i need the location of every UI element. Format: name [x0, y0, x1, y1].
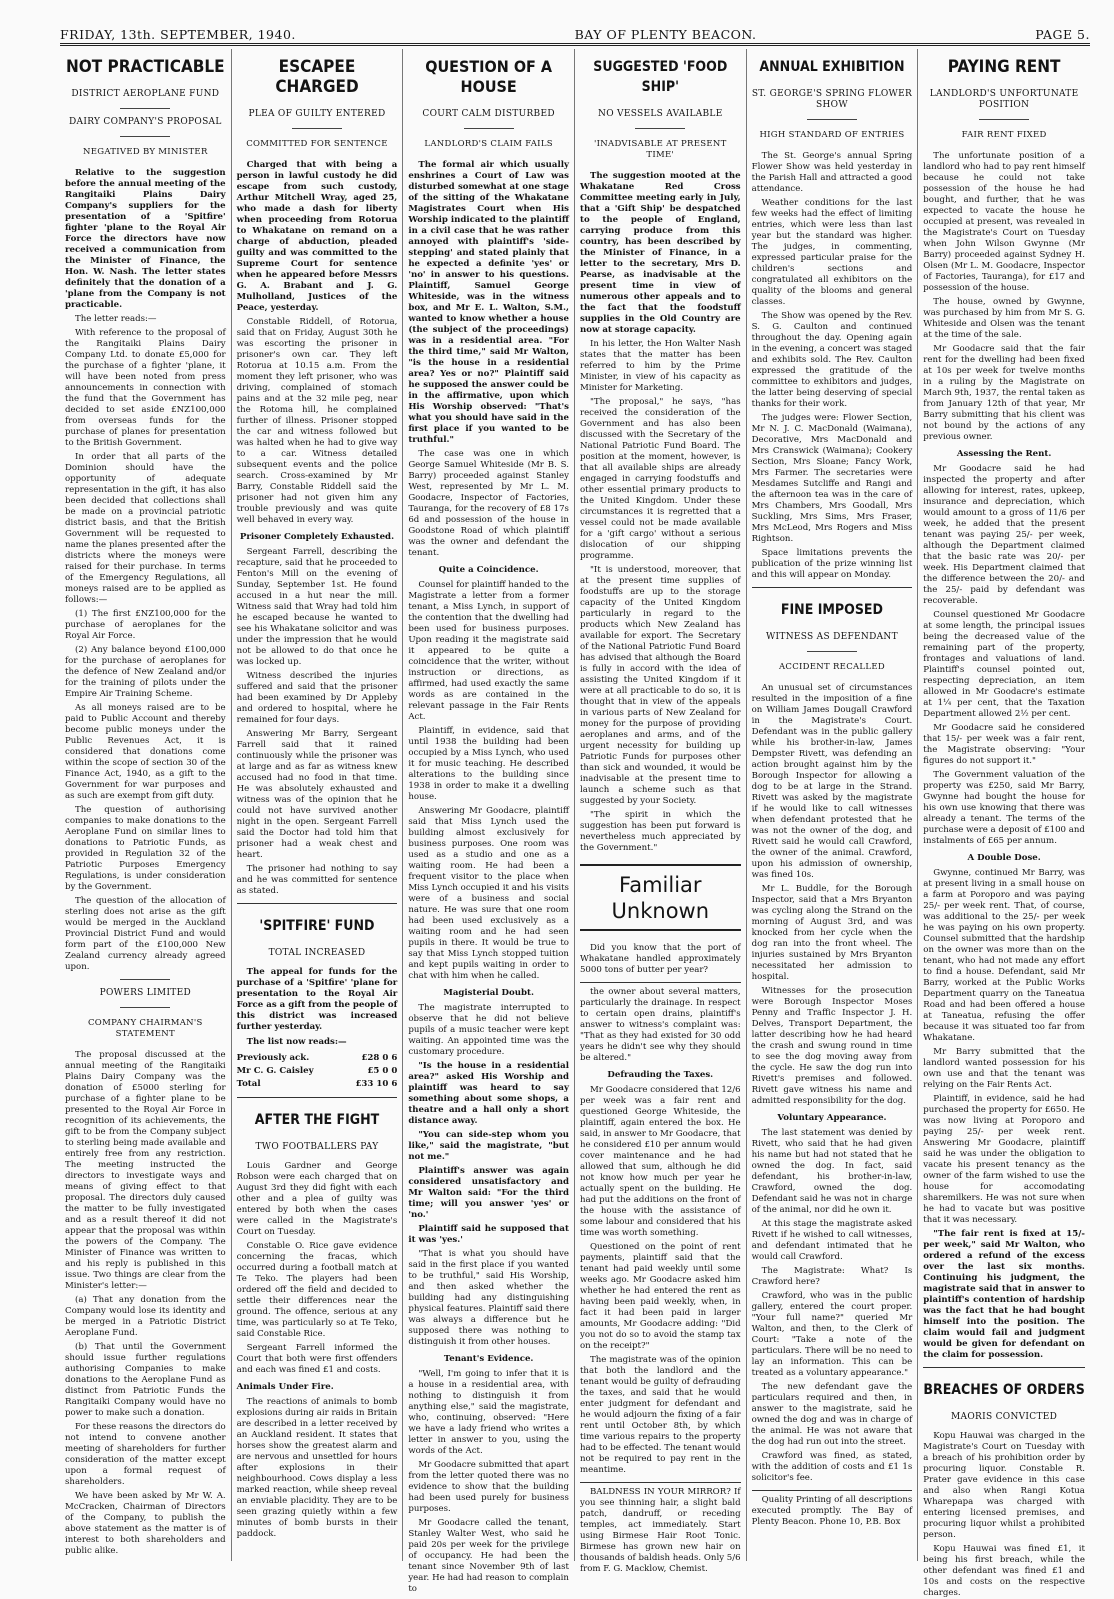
subheading: COMPANY CHAIRMAN'S STATEMENT [88, 1018, 203, 1039]
paragraph: We have been asked by Mr W. A. McCracken, Chairman of Directors of the Company, to publish the above statement as the matter is of interest to both shareholders and public alike. [65, 1491, 226, 1556]
paragraph: (b) That until the Government should issue further regulations authorising Companies to make donations to the Aeroplane Fund as distinct from Patriotic Funds the Rangitaiki Company would have no power to make such a donation. [65, 1342, 226, 1418]
paragraph: Counsel for plaintiff handed to the Magistrate a letter from a former tenant, a Miss Lynch, in support of the contention that the dwelling had been used for business purposes. Upon reading it the magistrate said it appeared to be quite a coincidence that the writer, without instruction or directions, as affirmed, had used exactly the same words as are contained in the relevant passage in the Fair Rents Act. [408, 580, 569, 722]
row-label: Mr C. G. Caisley [236, 1066, 314, 1076]
paragraph: Plaintiff, in evidence, said he had purchased the property for £650. He was now living at Poroporo and paying 25/- per week rent. Answering Mr Goodacre, plaintiff said he was under the obligation to vacate his present tenancy as the owner of the farm wished to use the house for accomodating sharemilkers. He was not sure when he had to vacate but was positive that it was necessary. [923, 1094, 1085, 1225]
paragraph: Kopu Hauwai was fined £1, it being his first breach, while the other defendant was fined £1 and 10s and costs on the respective charges. [923, 1544, 1085, 1598]
subheading: NO VESSELS AVAILABLE [598, 109, 723, 119]
subheading: DISTRICT AEROPLANE FUND [71, 89, 220, 99]
column-2 [232, 49, 404, 1561]
row-label: Total [236, 1079, 261, 1089]
paragraph: Constable Riddell, of Rotorua, said that on Friday, August 30th he was escorting the prisoner in prisoner's own car. They left Rotorua at 10.15 a.m. From the moment they left prisoner, who was driving, complained of stomach pains and at the 32 mile peg, near the Rotoma hill, he complained further of illness. Prisoner stopped the car and witness followed but was halted when he had to give way to a car. Witness detailed subsequent events and the police search. Cross-examined by Mr Barry, Constable Riddell said the prisoner had not given him any trouble previously and was quite well behaved in every way. [236, 317, 398, 525]
column-3 [403, 49, 575, 1594]
row-amount: £28 0 6 [361, 1053, 398, 1063]
paragraph: The proposal discussed at the annual meeting of the Rangitaiki Plains Dairy Company was the donation of £5000 sterling for purchase of a fighter plane to be presented to the Royal Air Force in recognition of its achievements, the gift to be from the Company subject to sterling being made available and entirely free from any restriction. The meeting instructed the directors to investigate ways and means of giving effect to that proposal. The directors duly caused the matter to be fully investigated and as a result thereof it did not appear that the proposal was within the powers of the Company. The Minister of Finance was written to and his reply is published in this issue. Two things are clear from the Minister's letter:— [65, 1050, 226, 1291]
section-heading: Magisterial Doubt. [443, 988, 534, 998]
paragraph: As all moneys raised are to be paid to Public Account and thereby become public moneys under the Public Revenues Act, it is considered that donations come within the scope of section 30 of the Finance Act, 1940, as a gift to the Government for war purposes and as such are exempt from gift duty. [65, 703, 226, 801]
paragraph: The magistrate interrupted to observe that he did not believe pupils of a music teacher were kept waiting. An appointed time was the customary procedure. [408, 1003, 569, 1057]
paragraph: Mr L. Buddle, for the Borough Inspector, said that a Mrs Bryanton was cycling along the Strand on the morning of August 3rd, and was knocked from her cycle when the dog ran into the front wheel. The injuries sustained by Mrs Bryanton necessitated her admission to hospital. [751, 884, 913, 982]
paragraph: The unfortunate position of a landlord who had to pay rent himself because he could not take possession of the house he had bought, and further, that he was expected to vacate the house he occupied at present, was revealed in the Magistrate's Court on Tuesday when John Wilson Gwynne (Mr Barry) proceeded against Sydney H. Olsen (Mr L. M. Goodacre, Inspector of Factories, Tauranga), for £17 and possession of the house. [923, 151, 1085, 293]
paragraph: For these reasons the directors do not intend to convene another meeting of shareholders for further consideration of the matter except upon a formal request of shareholders. [65, 1422, 226, 1487]
divider [464, 128, 514, 129]
divider [807, 651, 857, 652]
divider [120, 1007, 170, 1008]
section-heading: A Double Dose. [967, 853, 1041, 863]
table-row [237, 1052, 398, 1065]
paragraph: The judges were: Flower Section, Mr N. J. C. MacDonald (Waimana), Decorative, Mrs MacDonald and Mrs Cranswick (Waimana); Cookery Section, Mrs Sloane; Fancy Work, Mrs Farmer. The secretaries were Mesdames Sutcliffe and Rangi and the afternoon tea was in the care of Mrs Chambers, Mrs Goodall, Mrs Suckling, Mrs Sims, Mrs Fraser, Mrs McLeod, Mrs Rogers and Miss Rightson. [751, 413, 913, 544]
paragraph: The Magistrate: What? Is Crawford here? [751, 1266, 913, 1287]
masthead [60, 26, 1090, 42]
section-heading: Animals Under Fire. [236, 1382, 334, 1392]
divider [292, 128, 342, 129]
subheading: FAIR RENT FIXED [961, 130, 1047, 140]
paragraph: An unusual set of circumstances resulted in the imposition of a fine on William James Dougall Crawford in the Magistrate's Court. Defendant was in the public gallery while his brother-in-law, James Dempster Rivett, was defending an action brought against him by the Borough Inspector for allowing a dog to be at large in the Strand. Rivett was asked by the magistrate if he would like to call witnesses when defendant protested that he was not the owner of the dog, and Rivett said he would call Crawford, the owner of the animal. Crawford, upon his admission of ownership, was fined 10s. [751, 683, 913, 880]
headline: NOT PRACTICABLE [66, 57, 225, 77]
paragraph: Answering Mr Barry, Sergeant Farrell said that it rained continuously while the prisoner was at large and as far as witness knew accused had no food in that time. He was absolutely exhausted and witness was of the opinion that he could not have survived another night in the open. Sergeant Farrell said the Doctor had told him that prisoner had a weak chest and heart. [236, 729, 398, 860]
paragraph: Constable O. Rice gave evidence concerning the fracas, which occurred during a football match at Te Teko. The players had been ordered off the field and decided to settle their differences near the ground. The offence, serious at any time, was particularly so at Te Teko, said Constable Rice. [236, 1241, 398, 1339]
article-divider [237, 1097, 398, 1102]
paragraph: The case was one in which George Samuel Whiteside (Mr B. S. Barry) proceeded against Stanley West, represented by Mr L. M. Goodacre, Inspector of Factories, Tauranga, for the recovery of £8 17s 6d and possession of the house in Goodstone Road of which plaintiff was the owner and defendant the tenant. [408, 449, 569, 558]
paragraph: The question of authorising companies to make donations to the Aeroplane Fund on similar lines to donations to Patriotic Funds, as provided in Regulation 32 of the Patriotic Purposes Emergency Regulations, is under consideration by the Government. [65, 805, 226, 892]
subheading: COURT CALM DISTURBED [422, 109, 555, 119]
subheading: DAIRY COMPANY'S PROPOSAL [69, 117, 222, 127]
subheading: TOTAL INCREASED [268, 948, 366, 958]
paragraph: The Show was opened by the Rev. S. G. Caulton and continued throughout the day. Opening again in the evening, a concert was staged and exhibits sold. The Rev. Caulton expressed the gratitude of the committee to exhibitors and judges, the latter being deserving of special thanks for their work. [751, 311, 913, 409]
columns [60, 49, 1090, 1598]
paragraph: "That is what you should have said in the first place if you wanted to be truthful," said His Worship, and then asked whether the building had any distinguishing physical features. Plaintiff said there was always a difference but he supposed there was nothing to distinguish it from other houses. [408, 1249, 569, 1347]
headline: SUGGESTED 'FOOD SHIP' [593, 59, 728, 95]
subheading: MAORIS CONVICTED [951, 1412, 1058, 1422]
article-divider [752, 587, 913, 592]
subheading: WITNESS AS DEFENDANT [766, 632, 898, 642]
subheading: 'INADVISABLE AT PRESENT TIME' [593, 139, 727, 160]
paragraph: Mr Goodacre considered that 12/6 per week was a fair rent and questioned George Whiteside, the plaintiff, again entered the box. He said, in answer to Mr Goodacre, that he considered £10 per annum would cover maintenance and he had allowed that sum, although he did not know how much per year he actually spent on the building. He had put the additions on the front of the house with the assistance of some labour and considered that his time was worth something. [579, 1085, 741, 1238]
advertisement: Quality Printing of all descriptions executed promptly. The Bay of Plenty Beacon. Phone 10, P.B. Box [751, 1495, 913, 1527]
lead-paragraph: Charged that with being a person in lawful custody he did escape from such custody, Arthur Mitchell Wray, aged 25, who made a dash for liberty when proceeding from Rotorua to Whakatane on remand on a charge of abduction, pleaded guilty and was committed to the Supreme Court for sentence when he appeared before Messrs G. A. Brabant and J. G. Mulholland, Justices of the Peace, yesterday. [236, 160, 398, 313]
paragraph: Kopu Hauwai was charged in the Magistrate's Court on Tuesday with a breach of his prohibition order by procuring liquor. Constable R. Prater gave evidence in this case and also when Rangi Kotua Wharepapa was charged with entering licensed premises, and procuring liquor whilst a prohibited person. [923, 1431, 1085, 1540]
divider [120, 136, 170, 137]
paragraph: "The proposal," he says, "has received the consideration of the Government and has also been discussed with the Secretary of the National Patriotic Fund Board. The position at the moment, however, is that all available ships are already engaged in carrying foodstuffs and other essential primary products to the United Kingdom. Under these circumstances it is regretted that a vessel could not be made available for a 'gift cargo' without a serious dislocation of our shipping programme. [579, 397, 741, 561]
paragraph: Mr Goodacre called the tenant, Stanley Walter West, who said he paid 20s per week for the privilege of occupancy. He had been the tenant since November 9th of last year. He had had reason to complain to [408, 1518, 569, 1594]
paragraph: Mr Barry submitted that the landlord wanted possession for his own use and that the tenant was relying on the Fair Rents Act. [923, 1047, 1085, 1090]
paragraph: (2) Any balance beyond £100,000 for the purchase of aeroplanes for the defence of New Zealand and/or for the training of pilots under the Empire Air Training Scheme. [65, 645, 226, 699]
subheading: POWERS LIMITED [99, 988, 191, 998]
paragraph: The magistrate was of the opinion that both the landlord and the tenant would be guilty of defrauding the taxes, and said that he would enter judgment for defendant and he would adjourn the fixing of a fair rent until October 8th, by which time various repairs to the property had to be effected. The tenant would not be required to pay rent in the meantime. [579, 1355, 741, 1475]
divider [979, 119, 1029, 120]
table-row [237, 1078, 398, 1091]
list-heading: The list now reads:— [246, 1037, 347, 1047]
paragraph: The reactions of animals to bomb explosions during air raids in Britain are described in a letter received by an Auckland resident. It states that horses show the greatest alarm and are nervous and unsettled for hours after explosions in their neighbourhood. Cows display a less marked reaction, while sheep reveal an enviable placidity. They are to be seen grazing quietly within a few minutes of bomb bursts in their paddock. [236, 1397, 398, 1539]
lead-paragraph: The suggestion mooted at the Whakatane Red Cross Committee meeting early in July, that a 'Gift Ship' be despatched to the people of England, carrying produce from this country, has been described by the Minister of Finance, in a letter to the secretary, Mrs D. Pearse, as inadvisable at the present time in view of numerous other appeals and to the fact that the foodstuff supplies in the Old Country are now at storage capacity. [579, 171, 741, 335]
paragraph: The letter reads:— [75, 314, 157, 324]
article-divider [923, 1367, 1085, 1372]
subheading: LANDLORD'S CLAIM FAILS [424, 139, 553, 149]
paragraph: Witnesses for the prosecution were Borough Inspector Moses Penny and Traffic Inspector J. H. Delves, Transport Department, the latter describing how he had heard the crash and swung round in time to see the dog moving away from the cycle. He saw the dog run into Rivett's premises and followed. Rivett gave witness his name and admitted responsibility for the dog. [751, 986, 913, 1106]
subheading: TWO FOOTBALLERS PAY [255, 1142, 379, 1152]
paragraph: Sergeant Farrell, describing the recapture, said that he proceeded to Fenton's Mill on the evening of Sunday, September 1st. He found accused in a hut near the mill. Witness said that Wray had told him he escaped because he wanted to see his Whakatane solicitor and was under the impression that he would not be allowed to do that once he was locked up. [236, 547, 398, 667]
column-1 [60, 49, 232, 1561]
paragraph: the owner about several matters, particularly the drainage. In respect to certain open drains, plaintiff's answer to witness's complaint was: "That as they had existed for 30 odd years he didn't see why they should be altered." [579, 987, 741, 1063]
masthead-rule [60, 45, 1090, 46]
paragraph: Weather conditions for the last few weeks had the effect of limiting entries, which were less than last year but the standard was higher. The judges, in commenting, expressed particular praise for the children's sections and congratulated all exhibitors on the quality of the blooms and general classes. [751, 198, 913, 307]
row-amount: £33 10 6 [355, 1079, 398, 1089]
paragraph: At this stage the magistrate asked Rivett if he wished to call witnesses, and defendant intimated that he would call Crawford. [751, 1219, 913, 1262]
subheading: ST. GEORGE'S SPRING FLOWER SHOW [751, 89, 913, 110]
subheading: PLEA OF GUILTY ENTERED [248, 109, 386, 119]
paragraph: Gwynne, continued Mr Barry, was at present living in a small house on a farm at Poroporo and was paying 25/- per week rent. That, of course, was additional to the 25/- per week he was paying on his own property. Counsel submitted that the hardship on the owner was more than on the tenant, who had not made any effort to find a house. Defendant, said Mr Barry, worked at the Public Works Department quarry on the Taneatua Road and had been offered a house at Taneatua, refusing the offer because it was situated too far from Whakatane. [923, 868, 1085, 1043]
paragraph: The prisoner had nothing to say and he was committed for sentence as stated. [236, 864, 398, 896]
paragraph: The last statement was denied by Rivett, who said that he had given his name but had not stated that he owned the dog. In fact, said defendant, his brother-in-law, Crawford, owned the dog. Defendant said he was not in charge of the animal, nor did he own it. [751, 1128, 913, 1215]
headline: 'SPITFIRE' FUND [259, 918, 375, 934]
paragraph: Mr Goodacre submitted that apart from the letter quoted there was no evidence to show that the building had been used purely for business purposes. [408, 1460, 569, 1514]
paragraph: "Is the house in a residential area?" asked His Worship and plaintiff was heard to say something about some shops, a theatre and a hall only a short distance away. [408, 1061, 569, 1126]
paragraph: The house, owned by Gwynne, was purchased by him from Mr S. G. Whiteside and Olsen was the tenant at the time of the sale. [923, 297, 1085, 340]
headline: FINE IMPOSED [780, 602, 883, 618]
advertisement: BALDNESS IN YOUR MIRROR? If you see thinning hair, a slight bald patch, dandruff, or receding temples, act immediately. Start using Birmese Hair Root Tonic. Birmese has grown new hair on thousands of baldish heads. Only 5/6 from F. G. Macklow, Chemist. [579, 1487, 741, 1574]
paragraph: Counsel questioned Mr Goodacre at some length, the principal issues being the decreased value of the remaining part of the property, frontages and valuations of land. Plaintiff's counsel pointed out, respecting depreciation, an item allowed in Mr Goodacre's estimate at 1¼ per cent, that the Taxation Department allowed 2½ per cent. [923, 610, 1085, 719]
row-label: Previously ack. [236, 1053, 310, 1063]
headline: BREACHES OF ORDERS [923, 1382, 1085, 1398]
fund-table [237, 1052, 398, 1091]
subheading: LANDLORD'S UNFORTUNATE POSITION [929, 89, 1079, 110]
paragraph: Plaintiff, in evidence, said that until 1938 the building had been occupied by a Miss Lynch, who used it for music teaching. He described alterations to the building since 1938 in order to make it a dwelling house. [408, 726, 569, 802]
paragraph: In order that all parts of the Dominion should have the opportunity of adequate representation in the gift, it has also been decided that collections shall be made on a provincial patriotic district basis, and that the British Government will be requested to name the planes presented after the districts where the moneys were raised for their purchase. In terms of the Emergency Regulations, all moneys raised are to be applied as follows:— [65, 452, 226, 605]
section-heading: Quite a Coincidence. [438, 565, 539, 575]
paragraph: The St. George's annual Spring Flower Show was held yesterday in the Parish Hall and attracted a good attendance. [751, 151, 913, 194]
paragraph: Mr Goodacre said that the fair rent for the dwelling had been fixed at 10s per week for twelve months in a ruling by the Magistrate on March 9th, 1937, the rental taken as from January 12th of that year, Mr Barry submitting that his client was not bound by the actions of any previous owner. [923, 344, 1085, 442]
paragraph: In his letter, the Hon Walter Nash states that the matter has been referred to him by the Prime Minister, in view of his capacity as Minister for Marketing. [579, 339, 741, 393]
lead-paragraph: Relative to the suggestion before the annual meeting of the Rangitaiki Plains Dairy Company's suppliers for the presentation of a 'Spitfire' fighter 'plane to the Royal Air Force the directors have now received a communication from the Minister of Finance, the Hon. W. Nash. The letter states definitely that the donation of a 'plane from the Company is not practicable. [65, 168, 226, 310]
article-divider [237, 903, 398, 908]
column-4 [575, 49, 747, 1574]
paragraph: The new defendant gave the particulars required and then, in answer to the magistrate, said he owned the dog and was in charge of the animal. He was not aware that the dog had run out into the street. [751, 1382, 913, 1447]
lead-paragraph: The appeal for funds for the purchase of a 'Spitfire' 'plane for presentation to the Royal Air Force as a gift from the people of this district was increased further yesterday. [236, 967, 398, 1032]
issue-date: FRIDAY, 13th. SEPTEMBER, 1940. [60, 27, 296, 42]
paragraph: Mr Goodacre said he had inspected the property and after allowing for interest, rates, upkeep, insurance and depreciation, which would amount to a gross of 11/6 per week, he added that the present tenant was paying 25/- per week, although the Department claimed that the basic rate was 20/- per week. His Department claimed that the difference between the 20/- and the 25/- paid by defendant was recoverable. [923, 464, 1085, 606]
paragraph: Plaintiff said he supposed that it was 'yes.' [408, 1224, 569, 1245]
column-6 [918, 49, 1090, 1598]
subheading: COMMITTED FOR SENTENCE [246, 139, 388, 149]
paragraph: Space limitations prevents the publication of the prize winning list and this will appear on Monday. [751, 548, 913, 580]
headline: QUESTION OF A HOUSE [425, 57, 553, 96]
paragraph: "The spirit in which the suggestion has been put forward is nevertheless much appreciated by the Government." [579, 810, 741, 853]
paragraph: Plaintiff's answer was again considered unsatisfactory and Mr Walton said: "For the third time; will you answer 'yes' or 'no.' [408, 1166, 569, 1220]
paragraph: Crawford, who was in the public gallery, entered the court proper. "Your full name?" queried Mr Walton, and then, to the Clerk of Court: "Take a note of the particulars. There will be no need to lay an information. This can be treated as a voluntary appearance." [751, 1291, 913, 1378]
paragraph: Mr Goodacre said he considered that 15/- per week was a fair rent, the Magistrate observing: "Your figures do not support it." [923, 723, 1085, 766]
headline: ESCAPEE CHARGED [275, 57, 359, 97]
divider [635, 128, 685, 129]
headline: ANNUAL EXHIBITION [759, 59, 905, 75]
section-heading: Defrauding the Taxes. [607, 1070, 714, 1080]
paragraph: Questioned on the point of rent payments, plaintiff said that the tenant had paid weekly until some weeks ago. Mr Goodacre asked him whether he had entered the rent as having been paid weekly, when, in fact it had been paid in larger amounts, Mr Goodacre adding: "Did you not do so to avoid the stamp tax on the receipt?" [579, 1242, 741, 1351]
paragraph: Answering Mr Goodacre, plaintiff said that Miss Lynch used the building almost exclusively for business purposes. One room was used as a studio and one as a waiting room. He had been a frequent visitor to the place when Miss Lynch occupied it and his visits were of a business and social nature. He was sure that one room had been used exclusively as a waiting room and he had seen pupils in there. It would be true to say that Miss Lynch stopped tuition and kept pupils waiting in order to chat with him when he called. [408, 806, 569, 981]
page-number: PAGE 5. [1035, 27, 1090, 42]
column-5 [747, 49, 919, 1561]
subheading: ACCIDENT RECALLED [778, 662, 885, 672]
paragraph: The Government valuation of the property was £250, said Mr Barry, Gwynne had bought the house for his own use knowing that there was already a tenant. The terms of the purchase were a deposit of £100 and instalments of £65 per annum. [923, 770, 1085, 846]
divider [120, 108, 170, 109]
paragraph: "The fair rent is fixed at 15/- per week," said Mr Walton, who ordered a refund of the excess over the last six months. Continuing his judgment, the magistrate said that in answer to plaintiff's contention of hardship was the fact that he had bought himself into the position. The claim would fail and judgment would be given for defendant on the claim for possession. [923, 1229, 1085, 1360]
section-heading: Assessing the Rent. [956, 449, 1052, 459]
paragraph: With reference to the proposal of the Rangitaiki Plains Dairy Company Ltd. to donate £5,000 for the purchase of a fighter 'plane, it will have been noted from press announcements in connection with the fund that the Government has decided to set aside £NZ100,000 from overseas funds for the purchase of planes for presentation to the British Government. [65, 328, 226, 448]
headline: PAYING RENT [947, 57, 1061, 77]
divider [120, 979, 170, 980]
section-heading: Voluntary Appearance. [777, 1113, 887, 1123]
paragraph: Witness described the injuries suffered and said that the prisoner had been examined by Dr Appleby and ordered to hospital, where he remained for four days. [236, 671, 398, 725]
lead-paragraph: The formal air which usually enshrines a Court of Law was disturbed somewhat at one stage of the sitting of the Whakatane Magistrates Court when His Worship indicated to the plaintiff in a civil case that he was rather annoyed with plaintiff's 'side-stepping' and stated plainly that he expected a definite 'yes' or 'no' in answer to his questions. Plaintiff, Samuel George Whiteside, was in the witness box, and Mr E. L. Walton, S.M., wanted to know whether a house (the subject of the proceedings) was in a residential area. "For the third time," said Mr Walton, "is the house in a residential area? Yes or no?" Plaintiff said he supposed the answer could be in the affirmative, upon which His Worship observed: "That's what you should have said in the first place if you wanted to be truthful." [408, 160, 569, 445]
paragraph: "It is understood, moreover, that at the present time supplies of foodstuffs are up to the storage capacity of the United Kingdom particularly in regard to the products which New Zealand has available for export. The Secretary of the National Patriotic Fund Board has advised that although the Board is fully in accord with the idea of assisting the United Kingdom if it were at all practicable to do so, it is thought that in view of the appeals in various parts of New Zealand for money for the purpose of providing aeroplanes and arms, and of the urgent necessity for building up Patriotic Funds for purposes other than sick and wounded, it would be inadvisable at the present time to launch a scheme such as that suggested by your Society. [579, 565, 741, 806]
paragraph: "Well, I'm going to infer that it is a house in a residential area, with nothing to distinguish it from anything else," said the magistrate, who, continuing, observed: "Here we have a lady friend who writes a letter in answer to you, using the words of the Act. [408, 1369, 569, 1456]
section-heading: Prisoner Completely Exhausted. [239, 532, 395, 542]
headline: AFTER THE FIGHT [254, 1112, 380, 1128]
paragraph: Did you know that the port of Whakatane handled approximately 5000 tons of butter per year? [579, 943, 741, 975]
section-heading: Tenant's Evidence. [443, 1354, 534, 1364]
paragraph: "You can side-step whom you like," said the magistrate, "but not me." [408, 1130, 569, 1162]
paragraph: Louis Gardner and George Robson were each charged that on August 3rd they did fight with each other and a plea of guilty was entered by both when the cases were called in the Magistrate's Court on Tuesday. [236, 1161, 398, 1237]
subheading: HIGH STANDARD OF ENTRIES [759, 130, 905, 140]
paragraph: (1) The first £NZ100,000 for the purchase of aeroplanes for the Royal Air Force. [65, 609, 226, 641]
row-amount: £5 0 0 [367, 1066, 398, 1076]
paragraph: Crawford was fined, as stated, with the addition of costs and £1 1s solicitor's fee. [751, 1451, 913, 1483]
paper-name: BAY OF PLENTY BEACON. [574, 27, 757, 42]
paragraph: Sergeant Farrell informed the Court that both were first offenders and each was fined £1 and costs. [236, 1343, 398, 1375]
headline: Familiar Unknown [580, 864, 741, 931]
paragraph: (a) That any donation from the Company would lose its identity and be merged in a Patriotic District Aeroplane Fund. [65, 1295, 226, 1338]
divider [807, 119, 857, 120]
paragraph: The question of the allocation of sterling does not arise as the gift would be merged in the Auckland Provincial District Fund and would form part of the £100,000 New Zealand currency already agreed upon. [65, 896, 226, 972]
masthead-rule [60, 43, 1090, 44]
table-row [237, 1065, 398, 1078]
subheading: NEGATIVED BY MINISTER [82, 147, 208, 157]
